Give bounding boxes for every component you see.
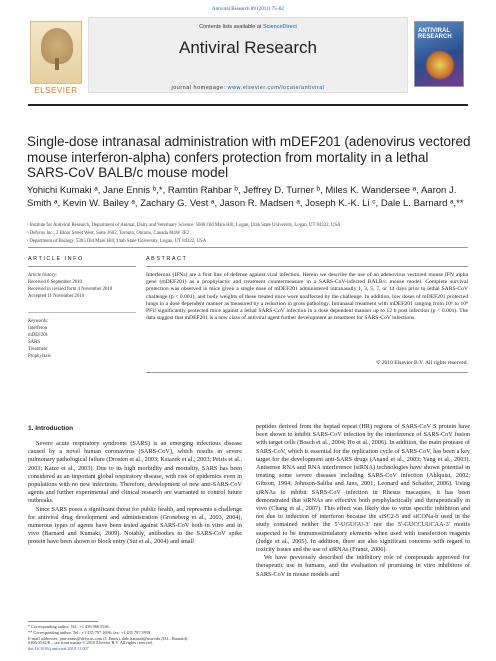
elsevier-tree-logo	[30, 21, 82, 84]
copyright-line: © 2010 Elsevier B.V. All rights reserved.	[376, 360, 468, 366]
affiliation-b: ᵇ Defyrus Inc., 2 Bloor Street West, Suite 2602, Toronto, Ontario, Canada M4W 3E2	[27, 231, 190, 236]
article-info-rule	[28, 266, 136, 267]
keyword: Treatment	[28, 347, 48, 352]
footnote-rule	[28, 621, 98, 622]
homepage-link[interactable]: www.elsevier.com/locate/antiviral	[227, 85, 325, 91]
journal-name: Antiviral Research	[179, 38, 317, 57]
keyword: SARS	[28, 340, 40, 345]
keyword: mDEF201	[28, 333, 48, 338]
section-rule	[28, 247, 468, 248]
history-rule	[28, 312, 136, 313]
doi-link[interactable]: doi:10.1016/j.antiviral.2010.11.007	[28, 646, 89, 651]
journal-homepage-line	[88, 85, 408, 91]
article-title: Single-dose intranasal administration with mDEF201 (adenovirus vectored mouse interferon-alpha) confers protection from mortality in a lethal SARS-CoV BALB/c mouse model	[27, 134, 471, 180]
body-paragraph: Severe acute respiratory syndrome (SARS) is an emerging infectious disease caused by a novel human coronavirus (SARS-CoV), which results in severe pulmonary pathological failure (Drosten et al., 2003; Ksiazek et al., 2003; Peiris et al., 2003; Katze et al., 2003). Due to its high morbidity and mortality, SARS has been considered as an important global respiratory disease, with risk of epidemics even in populations with no new infections. Therefore, development of new anti-SARS-CoV agents and further experimental and clinical research are warranted to control future outbreaks.	[28, 440, 242, 505]
homepage-prefix: journal homepage:	[171, 85, 228, 91]
body-paragraph: We have previously described the inhibitory role of compounds approved for therapeutic use in humans, and the evaluation of promising in vitro inhibitors of SARS-CoV in mouse models and	[256, 554, 470, 578]
affiliation-c: ᶜ Department of Biology, 5305 Old Main Hill, Utah State University, Logan, UT 84322, USA	[27, 239, 207, 244]
publisher-name: ELSEVIER	[34, 86, 78, 95]
footnote: * Corresponding author. Tel.: +1 416 966 5536.	[28, 624, 110, 629]
body-column-left	[28, 440, 242, 547]
history-label: Article history:	[28, 273, 58, 278]
page-footer	[28, 640, 242, 652]
sciencedirect-link[interactable]: ScienceDirect	[262, 24, 297, 30]
affiliations	[27, 222, 472, 246]
footnote: E-mail addresses: jane.ennis@defyrus.com (J. Ennis), dale.barnard@usu.edu (D.L. Barnard).	[28, 636, 189, 641]
body-column-right	[256, 423, 470, 579]
keywords-block	[28, 318, 136, 360]
body-paragraph: Since SARS poses a significant threat for public health, and represents a challenge for antiviral drug development and administration (Groneberg et al., 2003, 2004), numerous types of agents have been tested against SARS-CoV both in vitro and in vivo (Barnard and Kumaki, 2009). Notably, antibodies to the SARS-CoV spike protein have been shown to block entry (Sui et al., 2004) and small	[28, 505, 242, 546]
author-list: Yohichi Kumaki ᵃ, Jane Ennis ᵇ,*, Ramtin Rahbar ᵇ, Jeffrey D. Turner ᵇ, Miles K. Wandersee ᵃ, Aaron J. Smith ᵃ, Kevin W. Bailey ᵃ, Zachary G. Vest ᵃ, Jason R. Madsen ᵃ, Joseph K.-K. Li ᶜ, Dale L. Barnard ᵃ,**	[27, 185, 464, 209]
cover-title: ANTIVIRAL RESEARCH	[418, 28, 452, 40]
abstract-heading: ABSTRACT	[146, 256, 188, 262]
contents-prefix: Contents lists available at	[199, 24, 263, 30]
article-history	[28, 272, 136, 300]
revised-date: Received in revised form 4 November 2010	[28, 287, 113, 292]
front-matter-line: 0166-3542/$ – see front matter © 2010 Elsevier B.V. All rights reserved.	[28, 640, 153, 645]
abstract-body: Interferons (IFNs) are a first line of defense against viral infection. Herein we describe the use of an adenovirus vectored mouse IFN alpha gene (mDEF201) as a prophylactic and treatment countermeasure in a SARS-CoV-infected BALB/c mouse model. Complete survival protection was observed in mice given a single dose of mDEF201 administered intranasally 1, 3, 5, 7, or 14 days prior to lethal SARS-CoV challenge (p < 0.001), and body weights of these treated mice were unaffected by the challenge. In addition, low doses of mDEF201 protected lungs in a dose dependent manner as measured by a reduction in gross pathology. Intranasal treatment with mDEF201 ranging from 10⁶ to 10⁸ PFU significantly protected mice against a lethal SARS-CoV infection in a dose dependent manner up to 12 h post infection (p < 0.001). The data suggest that mDEF201 is a new class of antiviral agent further development as treatment for SARS-CoV infections.	[146, 272, 468, 322]
footnote: ** Corresponding author. Tel.: +1 435 797 2696; fax: +1 435 797 3959.	[28, 630, 152, 635]
affiliation-a: ᵃ Institute for Antiviral Research, Department of Animal, Dairy and Veterinary Science, 5600 Old Main Hill, Logan, Utah State University, Logan, UT 84322, USA	[27, 223, 341, 228]
received-date: Received 6 September 2010	[28, 280, 82, 285]
contents-line	[88, 24, 408, 30]
keywords-label: Keywords:	[28, 319, 49, 324]
body-paragraph: peptides derived from the heptad repeat (HR) regions of SARS-CoV S protein have been shown to inhibit SARS-CoV infection by the interference of SARS-CoV fusion with target cells (Bosch et al., 2004; Ho et al., 2006). In addition, the main protease of SARS-CoV, which is essential for the replication cycle of SARS-CoV, has been a key target for the development anti-SARS drugs (Anand et al., 2003; Yang et al., 2003). Antisense RNA and RNA interference (siRNA) technologies have shown potential in treating some severe diseases including SARS-CoV infection (Ahlquist, 2002; Gibson, 1994; Johnson-Saliba and Jans, 2001; Leonard and Schaffer, 2006). Using siRNAs to inhibit SARS-CoV infection in Rhesus macaques, it has been demonstrated that siRNAs are effective both prophylactically and therapeutically in vivo (Chang et al., 2007). This effect was likely due to virus specific inhibition and not due to induction of interferon because the siSC2-5 and siCONa-b used in the study contained neither the 5′-UGUGU-3′ nor the 5′-GUCCUUCAA-3′ motifs suspected to be immunostimulatory elements when used with transfection reagents (Judge et al., 2005). In addition, there are also significant concerns with regard to toxicity issues and the use of siRNAs (Frantz, 2006).	[256, 423, 470, 554]
journal-citation: Antiviral Research 89 (2011) 75–82	[211, 7, 285, 12]
article-info-heading: ARTICLE INFO	[28, 256, 84, 262]
accepted-date: Accepted 11 November 2010	[28, 294, 85, 299]
header-rule	[28, 104, 468, 106]
abstract-rule	[146, 266, 468, 267]
abstract-bottom-rule	[146, 372, 468, 373]
introduction-heading: 1. Introduction	[28, 425, 74, 432]
journal-cover-image	[414, 21, 464, 87]
keyword: Interferon	[28, 326, 48, 331]
keyword: Prophylaxis	[28, 354, 51, 359]
